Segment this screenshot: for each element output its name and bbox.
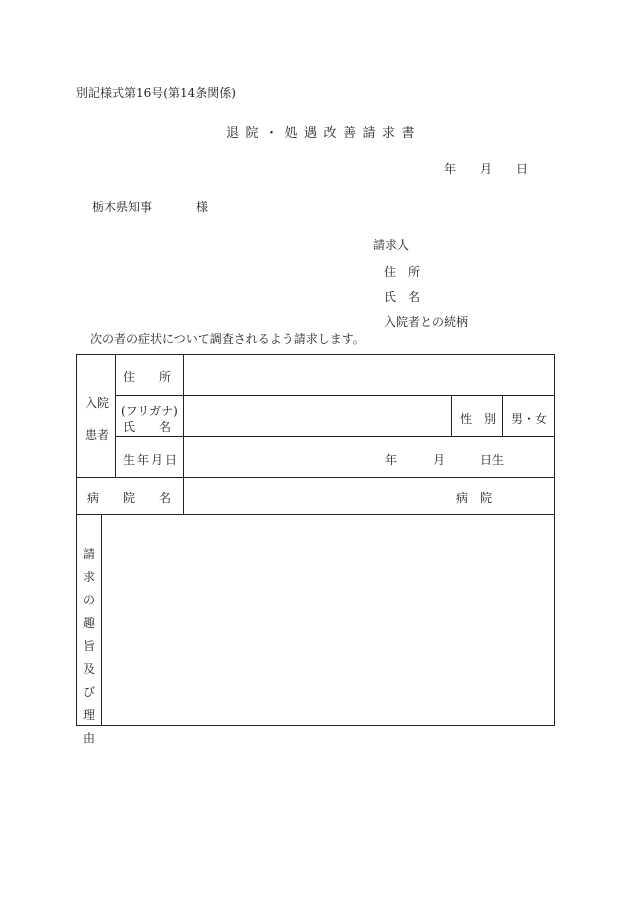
requester-label: 請求人 (373, 238, 410, 252)
gender-label: 性 別 (460, 412, 497, 426)
requester-name-label: 氏 名 (384, 290, 421, 304)
page-title: 退院・処遇改善請求書 (226, 126, 422, 141)
requester-address-label: 住 所 (384, 265, 421, 279)
request-form-table (76, 354, 555, 745)
birth-day-label: 日生 (480, 453, 505, 467)
hospital-name-field[interactable] (185, 479, 445, 512)
hospital-suffix: 病 院 (456, 491, 493, 505)
furigana-label: (フリガナ) (121, 404, 178, 418)
birth-month-label: 月 (433, 453, 446, 467)
birth-year-label: 年 (385, 453, 398, 467)
date-month-label: 月 (480, 162, 493, 176)
date-year-label: 年 (444, 162, 457, 176)
patient-label-1: 入院 (85, 396, 110, 410)
form-id: 別記様式第16号(第14条関係) (76, 86, 236, 100)
honorific: 様 (196, 200, 209, 214)
patient-address-field[interactable] (185, 357, 553, 393)
patient-name-label: 氏 名 (123, 420, 172, 434)
patient-name-field[interactable] (185, 398, 449, 434)
addressee: 栃木県知事 (92, 200, 153, 214)
reason-label: 請 求 の 趣 旨 及 び 理 由 (82, 547, 95, 745)
date-day-label: 日 (516, 162, 529, 176)
patient-label-2: 患者 (85, 428, 110, 442)
requester-relation-label: 入院者との続柄 (384, 315, 469, 329)
gender-value[interactable]: 男・女 (511, 412, 548, 426)
reason-field[interactable] (103, 517, 553, 724)
hospital-name-label: 病 院 名 (87, 491, 172, 505)
birth-date-label: 生年月日 (123, 453, 180, 467)
patient-address-label: 住 所 (123, 370, 172, 384)
intro-text: 次の者の症状について調査されるよう請求します。 (90, 332, 365, 346)
